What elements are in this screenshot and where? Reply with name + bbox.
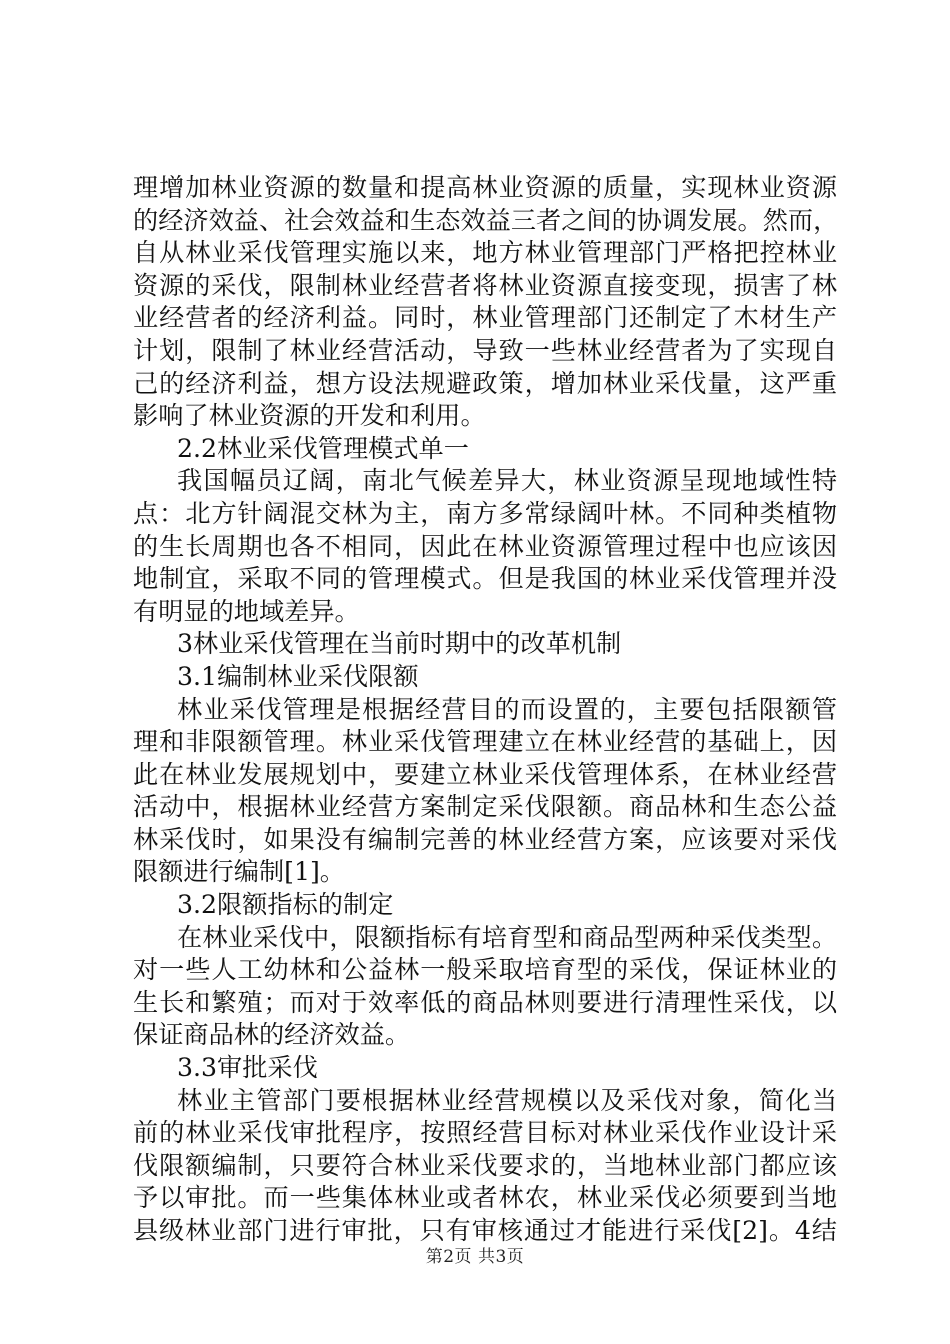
text-line: 我国幅员辽阔，南北气候差异大，林业资源呈现地域性特	[177, 466, 837, 496]
section-heading	[133, 661, 837, 694]
text-line: 在林业采伐中，限额指标有培育型和商品型两种采伐类型。	[177, 922, 837, 952]
section-heading	[133, 889, 837, 922]
text-line: 保证商品林的经济效益。	[133, 1020, 411, 1050]
paragraph	[133, 172, 837, 433]
text-line: 此在林业发展规划中，要建立林业采伐管理体系，在林业经营	[133, 759, 837, 789]
text-line: 业经营者的经济利益。同时，林业管理部门还制定了木材生产	[133, 303, 837, 333]
text-line: 自从林业采伐管理实施以来，地方林业管理部门严格把控林业	[133, 238, 837, 268]
text-line: 3林业采伐管理在当前时期中的改革机制	[177, 629, 622, 659]
text-line: 己的经济利益，想方设法规避政策，增加林业采伐量，这严重	[133, 368, 837, 398]
text-line: 伐限额编制，只要符合林业采伐要求的，当地林业部门都应该	[133, 1150, 837, 1180]
text-line: 点：北方针阔混交林为主，南方多常绿阔叶林。不同种类植物	[133, 498, 837, 528]
text-line: 活动中，根据林业经营方案制定采伐限额。商品林和生态公益	[133, 792, 837, 822]
document-body	[133, 172, 837, 1248]
section-heading	[133, 433, 837, 466]
paragraph	[133, 694, 837, 890]
page-footer: 第2页 共3页	[425, 1247, 525, 1267]
section-heading	[133, 628, 837, 661]
text-line: 有明显的地域差异。	[133, 596, 360, 626]
text-line: 2.2林业采伐管理模式单一	[177, 433, 469, 463]
text-line: 理增加林业资源的数量和提高林业资源的质量，实现林业资源	[133, 173, 837, 202]
text-line: 对一些人工幼林和公益林一般采取培育型的采伐，保证林业的	[133, 955, 837, 985]
text-line: 3.3审批采伐	[177, 1053, 318, 1083]
text-line: 影响了林业资源的开发和利用。	[133, 401, 486, 431]
text-line: 林业采伐管理是根据经营目的而设置的，主要包括限额管	[177, 694, 837, 724]
paragraph	[133, 465, 837, 628]
text-line: 3.1编制林业采伐限额	[177, 661, 419, 691]
text-line: 理和非限额管理。林业采伐管理建立在林业经营的基础上，因	[133, 727, 837, 757]
text-line: 林采伐时，如果没有编制完善的林业经营方案，应该要对采伐	[133, 824, 837, 854]
text-line: 地制宜，采取不同的管理模式。但是我国的林业采伐管理并没	[133, 564, 837, 594]
text-line: 前的林业采伐审批程序，按照经营目标对林业采伐作业设计采	[133, 1118, 837, 1148]
section-heading	[133, 1052, 837, 1085]
text-line: 限额进行编制[1]。	[133, 857, 345, 887]
text-line: 生长和繁殖；而对于效率低的商品林则要进行清理性采伐，以	[133, 987, 837, 1017]
paragraph	[133, 922, 837, 1052]
text-line: 计划，限制了林业经营活动，导致一些林业经营者为了实现自	[133, 335, 837, 365]
text-line: 资源的采伐，限制林业经营者将林业资源直接变现，损害了林	[133, 270, 837, 300]
text-line: 予以审批。而一些集体林业或者林农，林业采伐必须要到当地	[133, 1183, 837, 1213]
text-line: 县级林业部门进行审批，只有审核通过才能进行采伐[2]。4结	[133, 1216, 837, 1245]
text-line: 的经济效益、社会效益和生态效益三者之间的协调发展。然而，	[133, 205, 839, 235]
text-line: 的生长周期也各不相同，因此在林业资源管理过程中也应该因	[133, 531, 837, 561]
text-line: 林业主管部门要根据林业经营规模以及采伐对象，简化当	[177, 1085, 837, 1115]
text-line: 3.2限额指标的制定	[177, 890, 394, 920]
paragraph	[133, 1085, 837, 1248]
